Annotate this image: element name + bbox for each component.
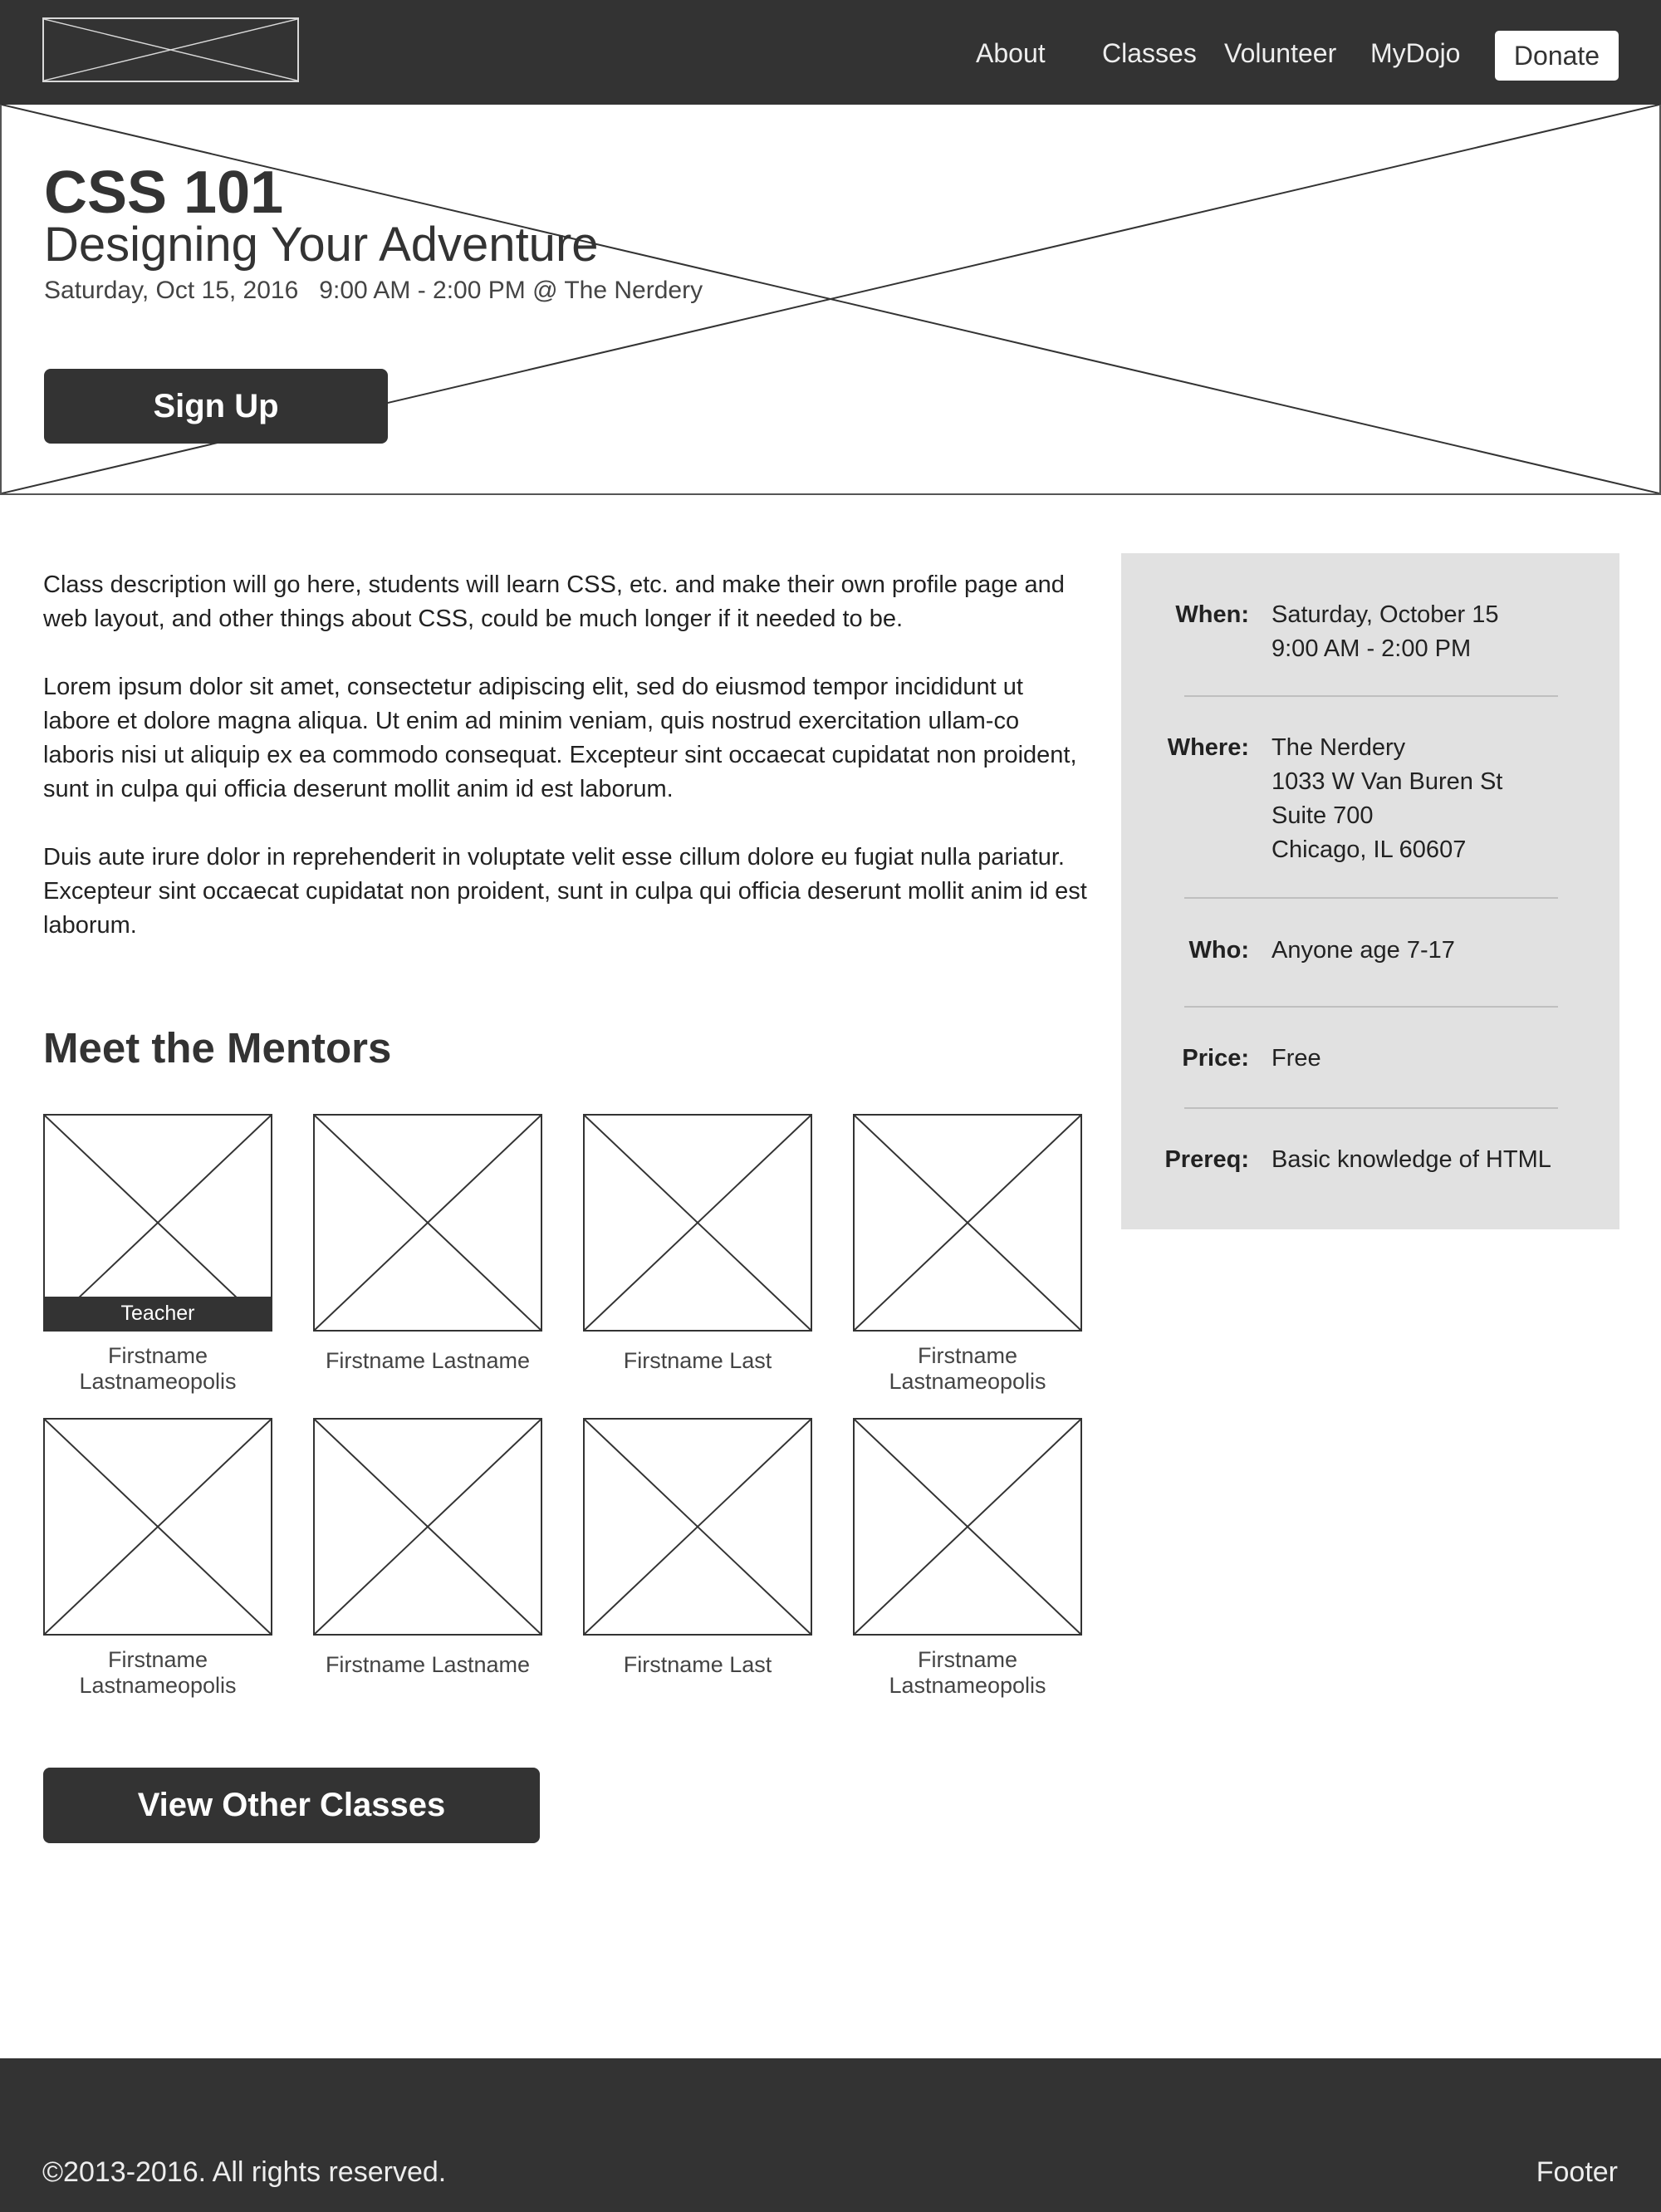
mentors-heading: Meet the Mentors xyxy=(43,1024,392,1072)
mentor-photo xyxy=(43,1114,272,1332)
view-other-classes-button[interactable]: View Other Classes xyxy=(43,1768,540,1843)
price-value: Free xyxy=(1271,1045,1321,1072)
mentor-card[interactable] xyxy=(853,1418,1082,1699)
mentor-photo xyxy=(313,1114,542,1332)
divider xyxy=(1184,1107,1558,1109)
mentor-name: Firstname Last xyxy=(623,1652,772,1677)
donate-button[interactable]: Donate xyxy=(1495,31,1619,81)
mentor-name: Firstname Lastnameopolis xyxy=(889,1343,1046,1394)
image-placeholder-icon xyxy=(855,1420,1080,1634)
divider xyxy=(1184,897,1558,899)
class-details-panel xyxy=(1121,553,1619,1229)
nav-classes[interactable]: Classes xyxy=(1102,38,1197,68)
who-label: Who: xyxy=(1188,937,1249,964)
mentor-card[interactable] xyxy=(583,1114,812,1374)
mentor-photo xyxy=(583,1418,812,1636)
mentor-name: Firstname Lastnameopolis xyxy=(889,1647,1046,1698)
mentor-card[interactable] xyxy=(313,1418,542,1678)
where-value: The Nerdery 1033 W Van Buren St Suite 700 Chicago, IL 60607 xyxy=(1271,734,1503,863)
image-placeholder-icon xyxy=(315,1116,541,1330)
mentor-name: Firstname Lastname xyxy=(325,1652,531,1677)
class-title: CSS 101 xyxy=(44,159,284,226)
image-placeholder-icon xyxy=(585,1420,811,1634)
logo-placeholder[interactable] xyxy=(42,17,299,82)
image-placeholder-icon xyxy=(585,1116,811,1330)
copyright-text: ©2013-2016. All rights reserved. xyxy=(42,2156,447,2188)
nav-mydojo[interactable]: MyDojo xyxy=(1370,38,1461,68)
image-placeholder-icon xyxy=(45,1420,271,1634)
when-value: Saturday, October 15 9:00 AM - 2:00 PM xyxy=(1271,601,1499,662)
mentor-photo xyxy=(43,1418,272,1636)
logo-image-icon xyxy=(44,19,297,81)
mentor-card[interactable] xyxy=(583,1418,812,1678)
site-header xyxy=(0,0,1661,105)
class-subtitle: Designing Your Adventure xyxy=(44,218,599,272)
image-placeholder-icon xyxy=(315,1420,541,1634)
prereq-value: Basic knowledge of HTML xyxy=(1271,1146,1551,1173)
description-paragraph: Class description will go here, students will learn CSS, etc. and make their own profile page and web layout, and other things about CSS, could be much longer if it needed to be. xyxy=(43,571,1065,632)
footer-link[interactable]: Footer xyxy=(1536,2156,1618,2188)
image-placeholder-icon xyxy=(855,1116,1080,1330)
divider xyxy=(1184,695,1558,697)
price-label: Price: xyxy=(1182,1045,1249,1072)
site-footer xyxy=(0,2058,1661,2212)
class-description xyxy=(43,568,1090,977)
mentor-card[interactable] xyxy=(853,1114,1082,1395)
when-label: When: xyxy=(1175,601,1249,628)
mentor-photo xyxy=(853,1114,1082,1332)
mentor-photo xyxy=(313,1418,542,1636)
description-paragraph: Duis aute irure dolor in reprehenderit in voluptate velit esse cillum dolore eu fugiat nulla pariatur. Excepteur sint occaecat cupidatat non proident, sunt in culpa qui officia deserunt mollit anim id est laborum. xyxy=(43,844,1087,939)
who-value: Anyone age 7-17 xyxy=(1271,937,1455,964)
mentor-card[interactable] xyxy=(43,1418,272,1699)
mentor-card[interactable] xyxy=(313,1114,542,1374)
mentor-name: Firstname Lastname xyxy=(325,1348,531,1373)
mentor-card[interactable] xyxy=(43,1114,272,1395)
sign-up-button[interactable]: Sign Up xyxy=(44,369,388,444)
hero-banner xyxy=(0,105,1661,495)
mentor-name: Firstname Last xyxy=(623,1348,772,1373)
where-label: Where: xyxy=(1167,734,1249,761)
nav-about[interactable]: About xyxy=(976,38,1046,68)
mentor-photo xyxy=(583,1114,812,1332)
prereq-label: Prereq: xyxy=(1164,1146,1249,1173)
mentor-photo xyxy=(853,1418,1082,1636)
class-date-location: Saturday, Oct 15, 2016 9:00 AM - 2:00 PM @ The Nerdery xyxy=(44,277,703,304)
divider xyxy=(1184,1006,1558,1008)
teacher-badge: Teacher xyxy=(45,1297,271,1330)
mentor-name: Firstname Lastnameopolis xyxy=(79,1647,237,1698)
description-paragraph: Lorem ipsum dolor sit amet, consectetur adipiscing elit, sed do eiusmod tempor incididunt ut labore et dolore magna aliqua. Ut enim ad minim veniam, quis nostrud exercitation ullam-co laboris nisi ut aliquip ex ea commodo consequat. Excepteur sint occaecat cupidatat non proident, sunt in culpa qui officia deserunt mollit anim id est laborum. xyxy=(43,674,1077,802)
mentor-name: Firstname Lastnameopolis xyxy=(79,1343,237,1394)
nav-volunteer[interactable]: Volunteer xyxy=(1224,38,1337,68)
